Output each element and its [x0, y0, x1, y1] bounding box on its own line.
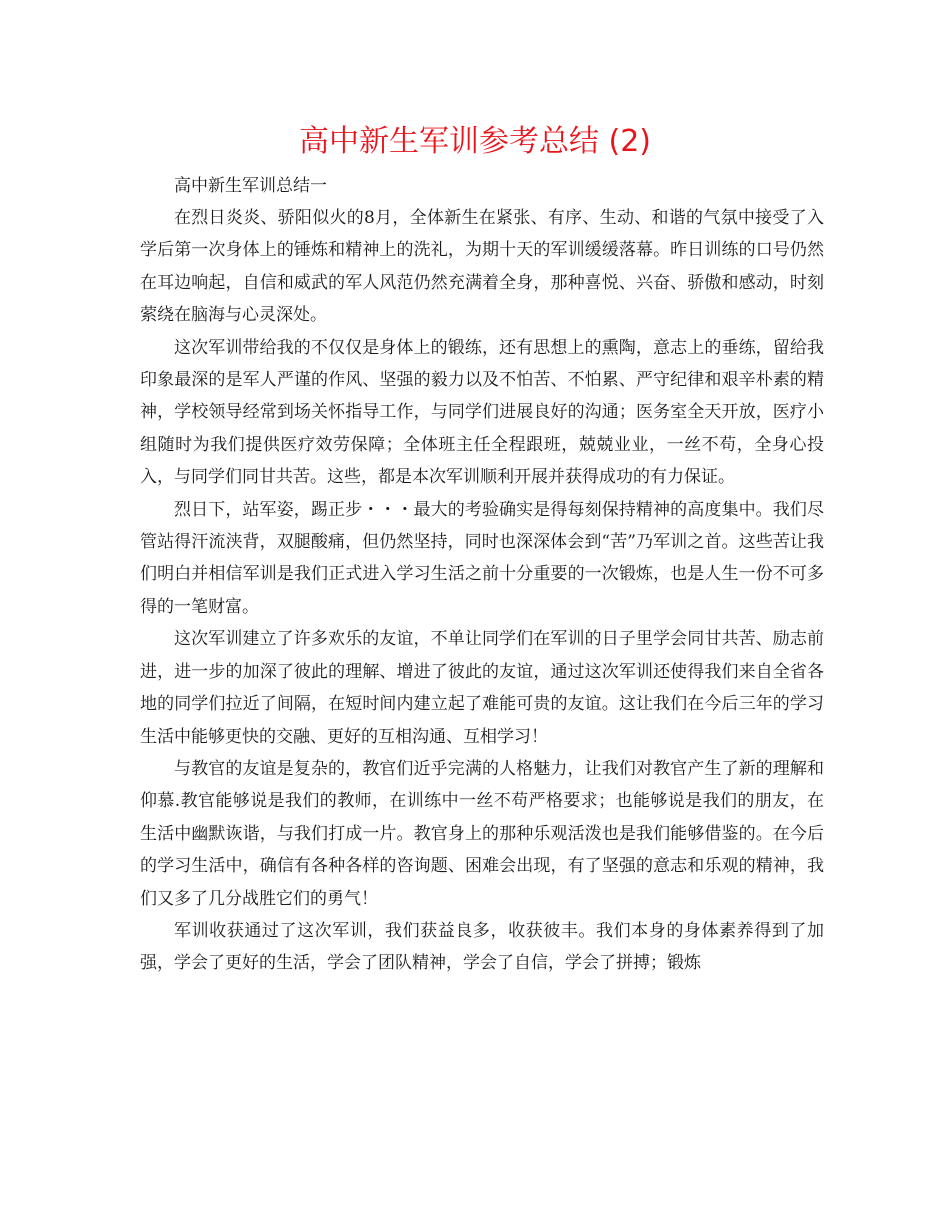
paragraph-2: 这次军训带给我的不仅仅是身体上的锻练，还有思想上的熏陶，意志上的垂练，留给我印象最深的是军人严谨的作风、坚强的毅力以及不怕苦、不怕累、严守纪律和艰辛朴素的精神，学校领导经常到场关怀指导工作，与同学们进展良好的沟通；医务室全天开放，医疗小组随时为我们提供医疗效劳保障；全体班主任全程跟班，兢兢业业，一丝不苟，全身心投入，与同学们同甘共苦。这些，都是本次军训顺利开展并获得成功的有力保证。	[140, 337, 824, 488]
section-heading: 高中新生军训总结一	[174, 176, 327, 196]
paragraph-5: 与教官的友谊是复杂的，教官们近乎完满的人格魅力，让我们对教官产生了新的理解和仰慕.教官能够说是我们的教师，在训练中一丝不苟严格要求；也能够说是我们的朋友，在生活中幽默诙谐，与我们打成一片。教官身上的那种乐观活泼也是我们能够借鉴的。在今后的学习生活中，确信有各种各样的咨询题、困难会出现，有了坚强的意志和乐观的精神，我们又多了几分战胜它们的勇气！	[140, 758, 824, 909]
paragraph-1: 在烈日炎炎、骄阳似火的8月，全体新生在紧张、有序、生动、和谐的气氛中接受了入学后第一次身体上的锤炼和精神上的洗礼，为期十天的军训缓缓落幕。昨日训练的口号仍然在耳边响起，自信和威武的军人风范仍然充满着全身，那种喜悦、兴奋、骄傲和感动，时刻萦绕在脑海与心灵深处。	[140, 208, 824, 326]
paragraph-6: 军训收获通过了这次军训，我们获益良多，收获彼丰。我们本身的身体素养得到了加强，学会了更好的生活，学会了团队精神，学会了自信，学会了拼搏；锻炼	[140, 920, 824, 974]
document-body	[140, 170, 824, 980]
paragraph-4: 这次军训建立了许多欢乐的友谊，不单让同学们在军训的日子里学会同甘共苦、励志前进，进一步的加深了彼此的理解、增进了彼此的友谊，通过这次军训还使得我们来自全省各地的同学们拉近了间隔，在短时间内建立起了难能可贵的友谊。这让我们在今后三年的学习生活中能够更快的交融、更好的互相沟通、互相学习！	[140, 629, 824, 747]
document-title: 高中新生军训参考总结 (2)	[298, 124, 652, 159]
paragraph-3: 烈日下，站军姿，踢正步・・・最大的考验确实是得每刻保持精神的高度集中。我们尽管站得汗流浃背，双腿酸痛，但仍然坚持，同时也深深体会到“苦”乃军训之首。这些苦让我们明白并相信军训是我们正式进入学习生活之前十分重要的一次锻炼，也是人生一份不可多得的一笔财富。	[140, 499, 824, 617]
